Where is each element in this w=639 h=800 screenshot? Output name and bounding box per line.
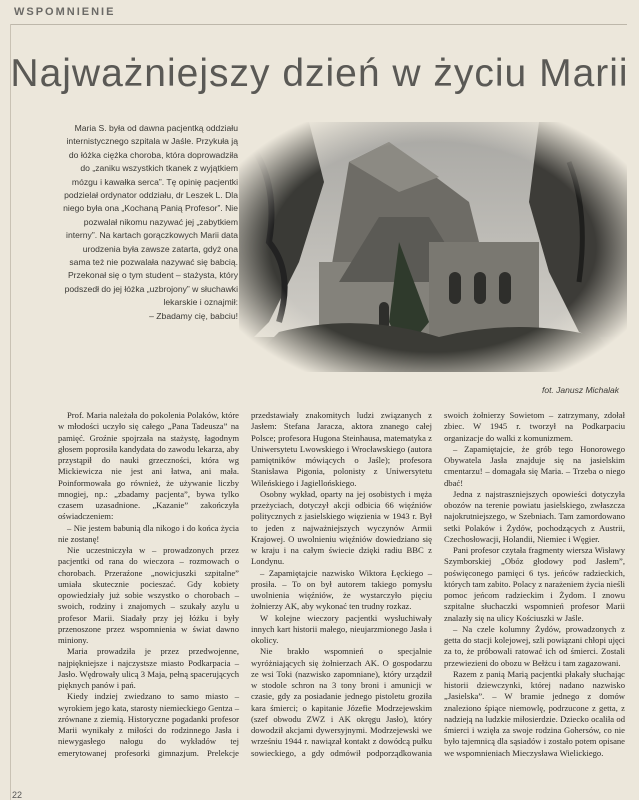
body-paragraph: – Na czele kolumny Żydów, prowadzonych z getta do stacji kolejowej, szli powiązani chłopi ujęci za to, że próbowali ratować ich od śmierci. Zostali przewiezieni do obozu w Bełżcu i tam zagazowani. [444, 623, 625, 668]
body-paragraph: – Nie jestem babunią dla nikogo i do końca życia nie zostanę! [58, 522, 239, 544]
body-paragraph: – Zapamiętajcie nazwisko Wiktora Łęckiego – prosiła. – To on był autorem takiego pomysłu uwolnienia więźniów, że wystarczyło pięciu żołnierzy AK, aby wykonać ten trudny rozkaz. [251, 567, 432, 612]
body-paragraph: Nie uczestniczyła w – prowadzonych przez pacjentki od rana do wieczora – rozmowach o chorobach. Przeraźone „nowicjuszki szpitalne” umiała skutecznie pocieszać. Gdy kobiety opowiedziały już sobie wszystko o chorobach – swoich, rodziny i znajomych – szukały azylu u profesor Marii. Siadały przy jej łóżku i były przenoszone przez wspomnienia w świat dawno miniony. [58, 545, 239, 645]
body-paragraph: – Zapamiętajcie, że grób tego Honorowego Obywatela Jasła znajduje się na jasielskim cmentarzu! – domagała się Maria. – Trzeba o niego dbać! [444, 443, 625, 488]
body-paragraph: Osobny wykład, oparty na jej osobistych i męża przeżyciach, dotyczył akcji odbicia 66 więźniów politycznych z jasielskiego więzienia w 1943 r. Był to jeden z najważniejszych wyczynów Armii Krajowej. O uwolnieniu więźniów dowiedziano się w kraju i na całym świecie dzięki radiu BBC z Londynu. [251, 488, 432, 567]
margin-rule [10, 24, 11, 800]
lead-paragraph [60, 122, 238, 323]
body-paragraph: W kolejne wieczory pacjentki wysłuchiwały innych kart historii małego, nieujarzmionego Jasła i okolicy. [251, 612, 432, 645]
body-paragraph: Jedna z najstraszniejszych opowieści dotyczyła obozów na terenie powiatu jasielskiego, zwłaszcza najokrutniejszego, w Szebniach. Tam zamordowano setki Polaków i Żydów, pochodzących z Austrii, Czechosłowacji, Holandii, Niemiec i Węgier. [444, 488, 625, 544]
church-photo [239, 122, 627, 372]
photo-credit: fot. Janusz Michalak [541, 385, 619, 395]
page-number: 22 [12, 790, 23, 800]
body-paragraph: Kiedy indziej zwiedzano to samo miasto – wyrokiem jego kata, starosty niemieckiego Gentza – zrównane z ziemią. Historyczne pogadanki profesor Marii wynikały z miłości do rodzinnego Jasła i niewygasłego nałogu do wykładów tej emerytowanej profesorki gimnazjum. Prelekcje przedstawiały znakomitych ludzi związanych z Jasłem: Stefana Jaracza, aktora znanego całej Polsce; profesora Hugona Steinhausa, matematyka z Uniwersytetu Lwowskiego i Wrocławskiego (autora pamiętników mówiących o Jaśle); profesora Stanisława Pigonia, polonisty z Uniwersytetu Wileńskiego i Jagiellońskiego. [58, 410, 432, 758]
body-paragraph: Razem z panią Marią pacjentki płakały słuchając historii dziewczynki, której nadano nazwisko „Jasielska”. – W bramie jednego z domów znaleziono śpiące niemowlę, podrzucone z getta, z nadzieją na ludzkie miłosierdzie. Dziecko ocaliła od śmierci i wzięła za swoje rodzina Gohersów, co nie było tajemnicą dla sąsiadów i zostało potem opisane we wspomnieniach Mieczysława Wielickiego. [444, 668, 625, 758]
body-paragraph: Maria prowadziła je przez przedwojenne, najpiękniejsze i najczystsze miasto Podkarpacia – Jasło. Wędrowały ulicą 3 Maja, pełną spacerujących pięknych panów i pań. [58, 646, 239, 690]
article-title: Najważniejszy dzień w życiu Marii [10, 52, 629, 95]
header-rule [10, 24, 627, 25]
article-body [58, 410, 625, 794]
lead-text: Maria S. była od dawna pacjentką oddziału internistycznego szpitala w Jaśle. Przykuła ją do łóżka ciężka choroba, która doprowadziła do „zaniku wszystkich tkanek z wyjątkiem mózgu i kawałka serca”. Tę opinię pacjentki podzielał ordynator oddziału, dr Leszek L. Dla niego była ona „Kochaną Panią Profesor”. Nie pozwalał nikomu nazywać jej „zabytkiem interny”. Na kartach gorączkowych Marii data urodzenia była zawsze zatarta, gdyż ona sama też nie pozwalała nazywać się babcią. Przekonał się o tym student – stażysta, który podszedł do jej łóżka „uzbrojony” w słuchawki lekarskie i oznajmił: [63, 123, 238, 308]
body-paragraph: Pani profesor czytała fragmenty wiersza Wisławy Szymborskiej „Obóz głodowy pod Jasłem”, poświęconego pamięci 6 tys. jeńców radzieckich, których tam zabito. Polacy z narażeniem życia nieśli pomoc jeńcom radzieckim i Żydom. I znowu szpitalne słuchaczki wspomnień profesor Marii znalazły się na ulicy Kościuszki w Jaśle. [444, 545, 625, 623]
body-paragraph: Nie brakło wspomnień o specjalnie wyróżniających się żołnierzach AK. O gospodarzu ze wsi Toki (nazwisko zapomniane), który urządził w stodole schron na 3 tony broni i amunicji w czasie, gdy za posiadanie jednego pistoletu groziła kara śmierci; o kapitanie Józefie Modrzejewskim (szef obwodu ZWZ i AK okręgu Jasło), który dowodził akcjami dywersyjnymi. Modrzejewski we wrześniu 1944 r. nawiązał kontakt z dowódcą pułku sowieckiego, a gdy odmówił podporządkowania swoich żołnierzy Sowietom – zatrzymany, zdołał zbiec. W 1945 r. tworzył na Podkarpaciu organizacje do walki z komunizmem. [251, 410, 625, 758]
body-paragraph: Prof. Maria należała do pokolenia Polaków, które w młodości uczyło się całego „Pana Tadeusza” na pamięć. Groźnie spojrzała na stażystę, łagodnym głosem poprosiła kandydata do zawodu lekarza, aby przystąpił do nauki grzeczności, która wg Mickiewicza nie jest ani łatwa, ani mała. Poinformowała go również, że używanie liczby mnogiej, np.: „zbadamy pacjenta”, bywa tylko czasem uzasadnione. „Kazanie” zakończyła oświadczeniem: [58, 410, 239, 522]
church-photo-image [239, 122, 627, 372]
lead-quote: – Zbadamy cię, babciu! [149, 310, 238, 321]
section-label: WSPOMNIENIE [14, 6, 116, 18]
